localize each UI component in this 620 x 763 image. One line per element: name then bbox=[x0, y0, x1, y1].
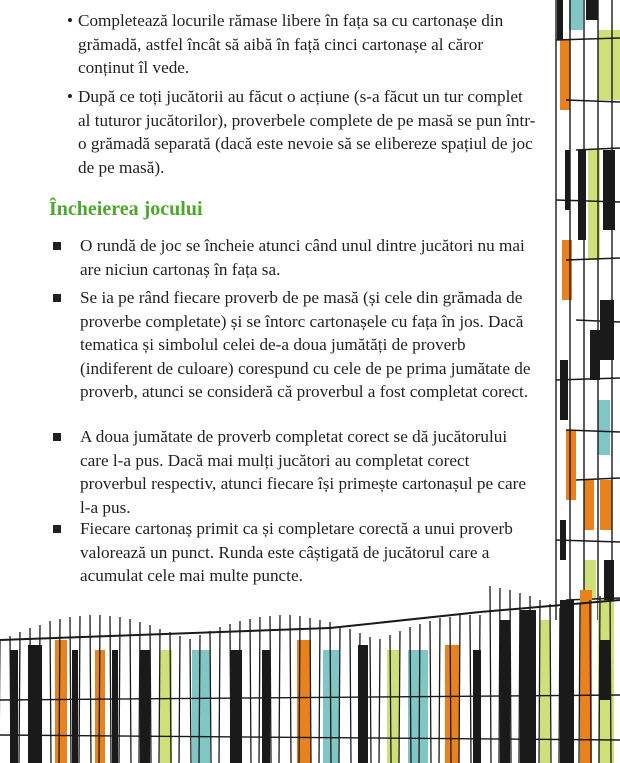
decorative-stripe bbox=[584, 480, 594, 530]
decorative-stripe bbox=[578, 150, 586, 240]
decorative-line bbox=[519, 593, 520, 763]
intro-bullet-text: După ce toți jucătorii au făcut o acțiune (s-a făcut un tur complet al tuturor jucătorilor), proverbele complete de pe masă se pun într-o grămadă separată (dacă este nevoie să se elibereze spațiul de joc de pe masă). bbox=[78, 87, 536, 177]
rule-text: A doua jumătate de proverb completat corect se dă jucătorului care l-a pus. Dacă mai mulți jucători au completat corect proverbul respectiv, atunci fiecare își primește cartonașul pe care l-a pus. bbox=[80, 427, 527, 517]
decorative-line bbox=[190, 639, 191, 763]
decorative-stripe bbox=[540, 620, 550, 763]
decorative-line bbox=[499, 588, 500, 763]
decorative-line bbox=[219, 627, 220, 763]
decorative-line bbox=[250, 619, 251, 763]
decorative-line bbox=[576, 148, 620, 150]
decorative-stripe bbox=[557, 0, 563, 40]
decorative-stripe bbox=[560, 600, 574, 763]
square-bullet-icon bbox=[53, 294, 61, 302]
decorative-stripe bbox=[72, 650, 78, 763]
decorative-line bbox=[130, 619, 131, 763]
decorative-line bbox=[430, 621, 431, 763]
intro-bullet-1 bbox=[67, 9, 538, 80]
decorative-stripe bbox=[55, 640, 67, 763]
decorative-line bbox=[370, 637, 371, 763]
decorative-line bbox=[210, 631, 211, 763]
decorative-line bbox=[439, 618, 440, 763]
decorative-line bbox=[279, 615, 280, 763]
decorative-line bbox=[119, 617, 120, 763]
decorative-stripe bbox=[445, 645, 459, 763]
decorative-stripe bbox=[192, 650, 210, 763]
decorative-stripe bbox=[262, 650, 270, 763]
decorative-stripe bbox=[112, 650, 118, 763]
decorative-stripe bbox=[566, 430, 576, 500]
decorative-stripe bbox=[586, 0, 598, 20]
decorative-line bbox=[259, 617, 260, 763]
decorative-line bbox=[510, 590, 511, 763]
decorative-line bbox=[470, 615, 471, 763]
decorative-line bbox=[539, 600, 540, 763]
intro-bullet-text: Completează locurile rămase libere în fața sa cu cartonașe din grămadă, astfel încât să aibă în față cinci cartonașe al căror conținut îl vede. bbox=[78, 11, 504, 77]
intro-bullet-2 bbox=[67, 85, 538, 179]
decorative-line bbox=[110, 616, 111, 763]
rule-text: Fiecare cartonaș primit ca și completare corectă a unui proverb valorează un punct. Runda este câștigată de jucătorul care a acumulat cele mai multe puncte. bbox=[80, 519, 513, 585]
decorative-line bbox=[339, 626, 340, 763]
rule-item-1 bbox=[80, 234, 540, 281]
decorative-line bbox=[50, 621, 51, 763]
decorative-line bbox=[139, 622, 140, 763]
decorative-line bbox=[319, 620, 320, 763]
decorative-stripe bbox=[598, 400, 610, 455]
decorative-stripe bbox=[387, 650, 399, 763]
rule-text: Se ia pe rând fiecare proverb de pe masă (și cele din grămada de proverbe completate) și se întorc cartonașele cu fața în jos. Dacă tematica și simbolul celei de-a doua jumătăți de proverb (indiferent de culoare) corespund cu cele de pe prima jumătate de proverb, atunci se consideră că proverbul a fost completat corect. bbox=[80, 288, 531, 401]
decorative-line bbox=[350, 629, 351, 763]
decorative-line bbox=[576, 478, 620, 480]
decorative-line bbox=[379, 639, 380, 763]
section-heading: Încheierea jocului bbox=[49, 198, 203, 220]
rule-item-3 bbox=[80, 425, 540, 519]
rule-item-2 bbox=[80, 286, 540, 404]
decorative-line bbox=[70, 617, 71, 763]
decorative-line bbox=[19, 632, 20, 763]
decorative-stripe bbox=[600, 640, 610, 700]
decorative-line bbox=[150, 625, 151, 763]
decorative-line bbox=[270, 616, 271, 763]
bullet-dot-icon: • bbox=[67, 87, 74, 106]
square-bullet-icon bbox=[53, 433, 61, 441]
square-bullet-icon bbox=[53, 242, 61, 250]
decorative-stripe bbox=[500, 620, 510, 763]
decorative-line bbox=[290, 615, 291, 763]
rule-item-4 bbox=[80, 517, 540, 588]
decorative-line bbox=[179, 636, 180, 763]
square-bullet-icon bbox=[53, 525, 61, 533]
bullet-dot-icon: • bbox=[67, 11, 74, 30]
decorative-line bbox=[459, 615, 460, 763]
rule-text: O rundă de joc se încheie atunci când unul dintre jucători nu mai are niciun cartonaș în fața sa. bbox=[80, 236, 525, 279]
decorative-stripe bbox=[598, 30, 620, 100]
decorative-line bbox=[330, 612, 480, 628]
decorative-stripe bbox=[140, 650, 150, 763]
decorative-stripe bbox=[600, 480, 612, 530]
decorative-stripe bbox=[560, 360, 568, 420]
decorative-stripe bbox=[603, 150, 615, 230]
decorative-stripe bbox=[520, 610, 536, 763]
decorative-stripe bbox=[569, 0, 583, 30]
decorative-line bbox=[490, 586, 491, 763]
decorative-line bbox=[159, 629, 160, 763]
